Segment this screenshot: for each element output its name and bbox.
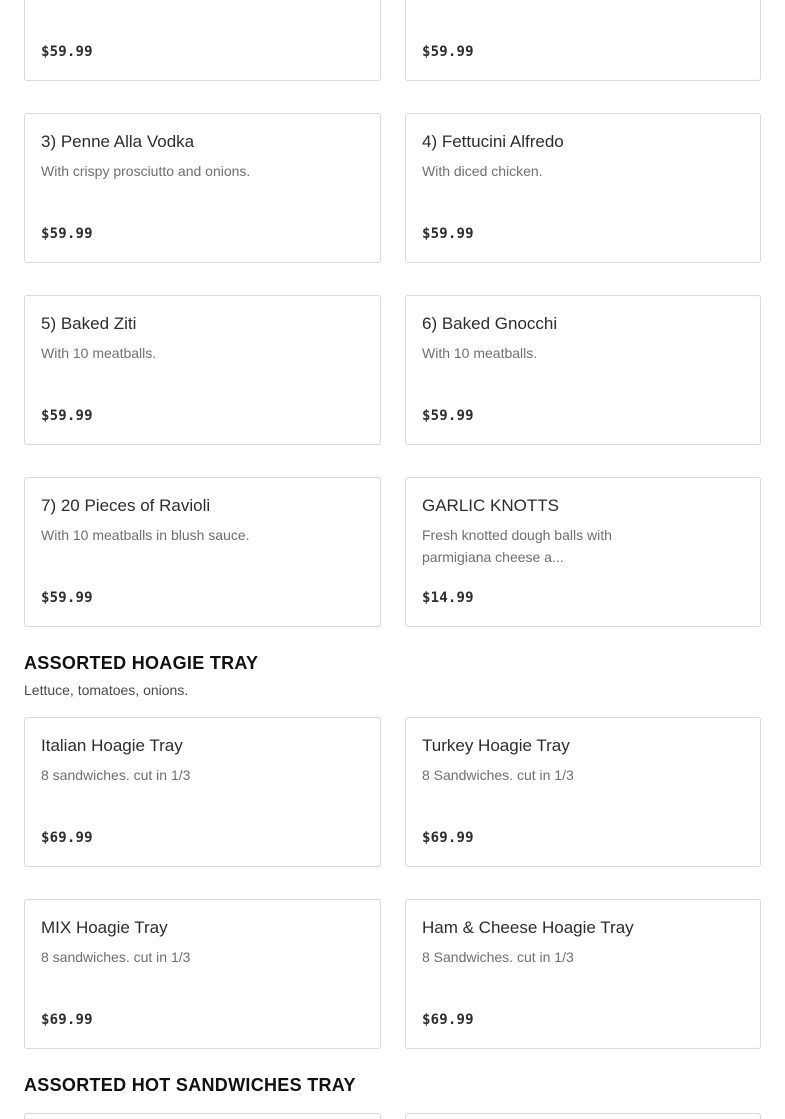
- item-name: 3) Penne Alla Vodka: [41, 132, 195, 151]
- item-price: $69.99: [422, 1012, 474, 1028]
- item-description: With crispy prosciutto and onions.: [41, 163, 251, 179]
- item-name: 6) Baked Gnocchi: [422, 314, 558, 333]
- item-name: 5) Baked Ziti: [41, 314, 137, 333]
- item-description: With 10 meatballs.: [422, 345, 538, 361]
- section-title: ASSORTED HOT SANDWICHES TRAY: [24, 1075, 356, 1095]
- item-price: $14.99: [422, 590, 474, 606]
- item-description: 8 sandwiches. cut in 1/3: [41, 767, 191, 783]
- menu-item-card[interactable]: [405, 899, 761, 1049]
- menu-item-card[interactable]: [24, 295, 381, 445]
- menu-item-card[interactable]: [24, 113, 381, 263]
- item-price: $59.99: [422, 408, 474, 424]
- item-price: $59.99: [41, 590, 93, 606]
- item-description: With 10 meatballs in blush sauce.: [41, 527, 250, 543]
- item-name: 4) Fettucini Alfredo: [422, 132, 564, 151]
- item-description: Fresh knotted dough balls with parmigiana cheese a...: [422, 527, 612, 565]
- menu-item-card[interactable]: [24, 717, 381, 867]
- item-description: 8 sandwiches. cut in 1/3: [41, 949, 191, 965]
- section-description: Lettuce, tomatoes, onions.: [24, 682, 189, 698]
- menu-item-card[interactable]: [405, 1113, 761, 1119]
- item-price: $59.99: [41, 44, 93, 60]
- menu-item-card[interactable]: [24, 899, 381, 1049]
- menu-item-card[interactable]: [405, 717, 761, 867]
- item-name: GARLIC KNOTTS: [422, 496, 559, 515]
- menu-item-card[interactable]: [24, 1113, 381, 1119]
- item-price: $69.99: [41, 830, 93, 846]
- menu-item-card[interactable]: [405, 0, 761, 81]
- item-price: $69.99: [422, 830, 474, 846]
- menu-item-card[interactable]: [405, 113, 761, 263]
- item-name: Turkey Hoagie Tray: [422, 736, 570, 755]
- menu-item-card[interactable]: [405, 477, 761, 627]
- item-description: 8 Sandwiches. cut in 1/3: [422, 767, 574, 783]
- item-description: With 10 meatballs.: [41, 345, 157, 361]
- menu-item-card[interactable]: [405, 295, 761, 445]
- menu-item-card[interactable]: [24, 477, 381, 627]
- menu-item-card[interactable]: [24, 0, 381, 81]
- item-price: $69.99: [41, 1012, 93, 1028]
- item-price: $59.99: [41, 226, 93, 242]
- item-name: Italian Hoagie Tray: [41, 736, 183, 755]
- item-price: $59.99: [422, 226, 474, 242]
- item-price: $59.99: [41, 408, 93, 424]
- section-title: ASSORTED HOAGIE TRAY: [24, 653, 259, 673]
- item-description: 8 Sandwiches. cut in 1/3: [422, 949, 574, 965]
- item-name: 7) 20 Pieces of Ravioli: [41, 496, 211, 515]
- item-name: MIX Hoagie Tray: [41, 918, 168, 937]
- item-name: Ham & Cheese Hoagie Tray: [422, 918, 634, 937]
- item-price: $59.99: [422, 44, 474, 60]
- item-description: With diced chicken.: [422, 163, 543, 179]
